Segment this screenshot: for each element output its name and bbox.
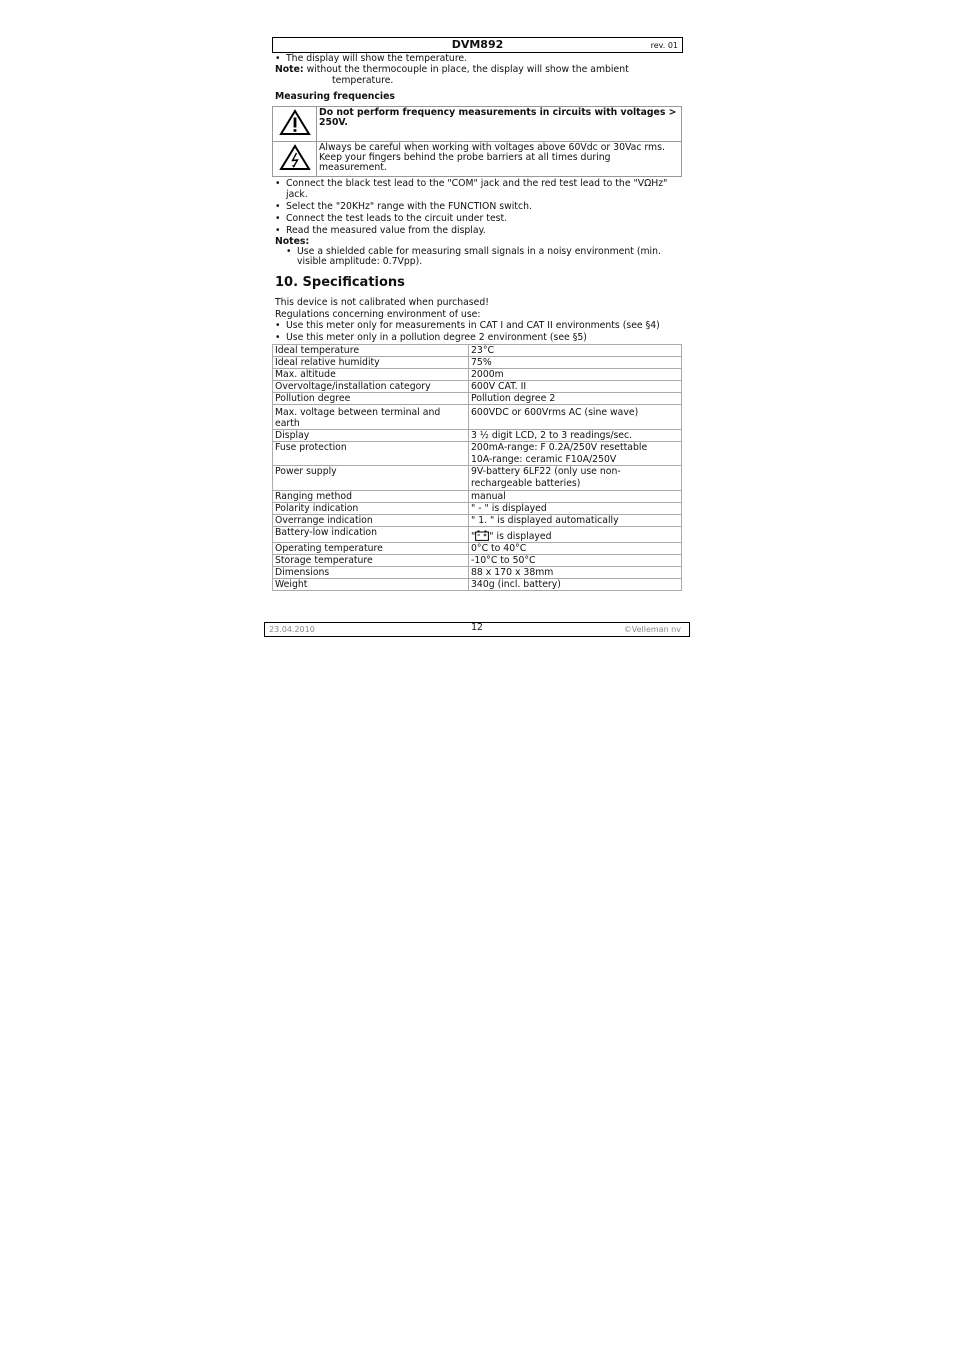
- spec-value-line: 10A-range: ceramic F10A/250V: [471, 454, 617, 465]
- spec-name: Ranging method: [273, 491, 469, 503]
- spec-name: Display: [273, 430, 469, 442]
- list-item: • Use this meter only in a pollution degree 2 environment (see §5): [275, 332, 682, 343]
- table-row: [273, 527, 682, 543]
- table-row: [273, 543, 682, 555]
- spec-value: 9V-battery 6LF22 (only use non-rechargeable batteries): [469, 466, 682, 491]
- revision: rev. 01: [650, 41, 678, 50]
- high-voltage-icon: [279, 144, 311, 171]
- list-item: • Connect the test leads to the circuit under test.: [275, 213, 682, 224]
- table-row: [273, 345, 682, 357]
- footer-copyright: ©Velleman nv: [623, 625, 681, 634]
- page-header: [272, 37, 683, 53]
- paragraph: Regulations concerning environment of use:: [275, 309, 481, 320]
- page-number: 12: [471, 622, 483, 633]
- note-text: without the thermocouple in place, the display will show the ambient: [303, 64, 629, 75]
- warning-icon-cell: [273, 142, 317, 177]
- notes-label: Notes:: [275, 236, 310, 247]
- warning-text: Do not perform frequency measurements in circuits with voltages > 250V.: [317, 107, 682, 142]
- spec-name: Polarity indication: [273, 503, 469, 515]
- spec-value: [469, 442, 682, 466]
- table-row: [273, 430, 682, 442]
- spec-value-text: " is displayed: [489, 531, 552, 542]
- spec-value: 0°C to 40°C: [469, 543, 682, 555]
- table-row: [273, 503, 682, 515]
- page-footer: [264, 622, 690, 637]
- spec-value: 2000m: [469, 369, 682, 381]
- table-row: [273, 381, 682, 393]
- section-heading-frequencies: Measuring frequencies: [275, 91, 395, 102]
- caution-text: Always be careful when working with voltages above 60Vdc or 30Vac rms. Keep your fingers behind the probe barriers at all times during measurement.: [317, 142, 682, 177]
- table-row: [273, 466, 682, 491]
- spec-value: " - " is displayed: [469, 503, 682, 515]
- warning-icon-cell: [273, 107, 317, 142]
- specifications-table: [272, 344, 682, 591]
- spec-name: Power supply: [273, 466, 469, 491]
- section-heading-specifications: 10. Specifications: [275, 275, 405, 290]
- table-row: [273, 442, 682, 466]
- spec-value: 75%: [469, 357, 682, 369]
- spec-name: Storage temperature: [273, 555, 469, 567]
- spec-value: 600V CAT. II: [469, 381, 682, 393]
- table-row: [273, 491, 682, 503]
- table-row: [273, 393, 682, 405]
- warning-triangle-icon: [279, 109, 311, 136]
- spec-value: [469, 527, 682, 543]
- spec-name: Fuse protection: [273, 442, 469, 466]
- list-item: • Use this meter only for measurements in CAT I and CAT II environments (see §4): [275, 320, 682, 331]
- table-row: [273, 405, 682, 430]
- paragraph: This device is not calibrated when purchased!: [275, 297, 489, 308]
- list-item: • Connect the black test lead to the "COM" jack and the red test lead to the "VΩHz" jack.: [275, 178, 682, 200]
- note-continuation: temperature.: [332, 75, 394, 86]
- spec-name: Battery-low indication: [273, 527, 469, 543]
- table-row: [273, 142, 682, 177]
- spec-value: Pollution degree 2: [469, 393, 682, 405]
- steps-list: [275, 178, 682, 236]
- table-row: [273, 579, 682, 591]
- spec-name: Operating temperature: [273, 543, 469, 555]
- spec-name: Ideal temperature: [273, 345, 469, 357]
- spec-name: Max. altitude: [273, 369, 469, 381]
- spec-value-quote: ": [471, 531, 476, 542]
- note-label: Note:: [275, 64, 304, 75]
- table-row: [273, 357, 682, 369]
- spec-value: 340g (incl. battery): [469, 579, 682, 591]
- list-item: • Select the "20KHz" range with the FUNCTION switch.: [275, 201, 682, 212]
- battery-icon: [475, 530, 489, 541]
- spec-value: 23°C: [469, 345, 682, 357]
- table-row: [273, 515, 682, 527]
- note: [275, 64, 682, 75]
- list-item: • The display will show the temperature.: [275, 53, 682, 64]
- spec-value: " 1. " is displayed automatically: [469, 515, 682, 527]
- model-name: DVM892: [451, 38, 504, 51]
- spec-name: Max. voltage between terminal and earth: [273, 405, 469, 430]
- table-row: [273, 567, 682, 579]
- spec-value: manual: [469, 491, 682, 503]
- spec-name: Weight: [273, 579, 469, 591]
- spec-value: -10°C to 50°C: [469, 555, 682, 567]
- spec-name: Overrange indication: [273, 515, 469, 527]
- spec-name: Dimensions: [273, 567, 469, 579]
- footer-date: 23.04.2010: [269, 625, 315, 634]
- spec-value: 3 ½ digit LCD, 2 to 3 readings/sec.: [469, 430, 682, 442]
- list-item: • Read the measured value from the display.: [275, 225, 682, 236]
- list-item: • Use a shielded cable for measuring small signals in a noisy environment (min. visible amplitude: 0.7Vpp).: [275, 247, 682, 267]
- page-content: [275, 53, 682, 591]
- spec-name: Overvoltage/installation category: [273, 381, 469, 393]
- spec-value-line: 200mA-range: F 0.2A/250V resettable: [471, 442, 648, 453]
- spec-name: Pollution degree: [273, 393, 469, 405]
- spec-value: 88 x 170 x 38mm: [469, 567, 682, 579]
- table-row: [273, 369, 682, 381]
- table-row: [273, 555, 682, 567]
- table-row: [273, 107, 682, 142]
- spec-name: Ideal relative humidity: [273, 357, 469, 369]
- spec-value: 600VDC or 600Vrms AC (sine wave): [469, 405, 682, 430]
- warning-table: [272, 106, 682, 177]
